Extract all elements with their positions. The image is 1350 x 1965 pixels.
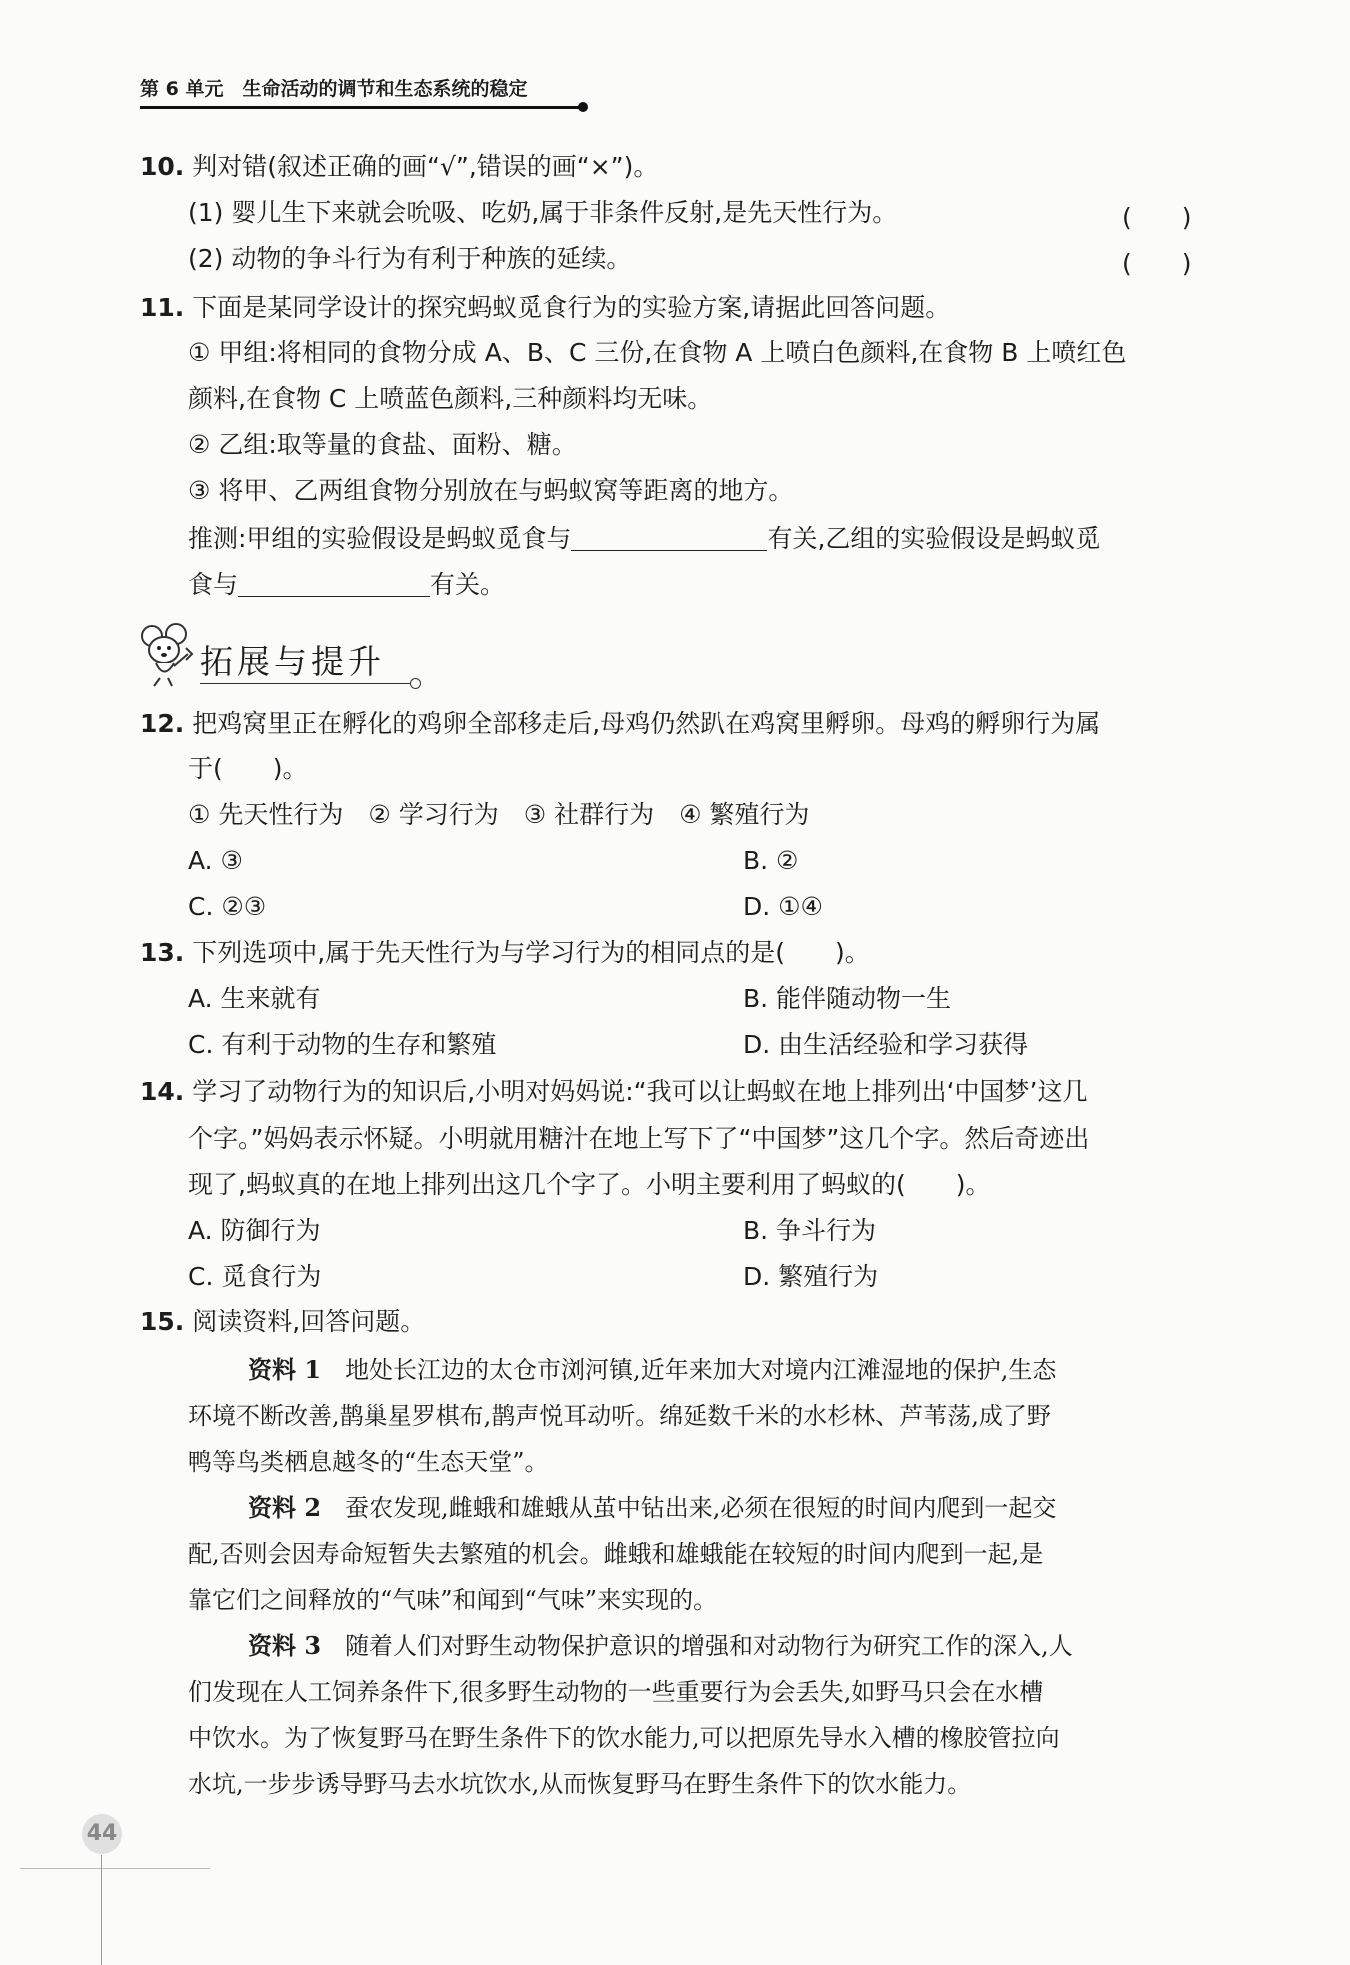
mouse-mascot-icon	[136, 622, 200, 688]
q10-answer-2[interactable]: ( )	[1122, 249, 1192, 278]
q14-stem: 14. 学习了动物行为的知识后,小明对妈妈说:“我可以让蚂蚁在地上排列出‘中国梦’这几	[140, 1077, 1088, 1106]
q10-stem: 10. 判对错(叙述正确的画“√”,错误的画“×”)。	[140, 152, 659, 181]
q10-answer-1[interactable]: ( )	[1122, 203, 1192, 232]
q13-option-c[interactable]: C. 有利于动物的生存和繁殖	[188, 1030, 497, 1059]
material-3-line-3: 中饮水。为了恢复野马在野生条件下的饮水能力,可以把原先导水入槽的橡胶管拉向	[188, 1724, 1060, 1752]
q10-item-1: (1) 婴儿生下来就会吮吸、吃奶,属于非条件反射,是先天性行为。	[188, 198, 898, 227]
q14-option-a[interactable]: A. 防御行为	[188, 1216, 321, 1245]
q11-line-4: ③ 将甲、乙两组食物分别放在与蚂蚁窝等距离的地方。	[188, 476, 794, 505]
material-1-label: 资料 1	[248, 1355, 322, 1384]
header-rule	[140, 106, 582, 109]
header-rule-dot	[578, 102, 588, 112]
q12-option-c[interactable]: C. ②③	[188, 892, 267, 921]
q11-line-1: ① 甲组:将相同的食物分成 A、B、C 三份,在食物 A 上喷白色颜料,在食物 B 上喷红色	[188, 338, 1127, 367]
q13-stem: 13. 下列选项中,属于先天性行为与学习行为的相同点的是( )。	[140, 938, 870, 967]
material-2-label: 资料 2	[248, 1493, 322, 1522]
material-3-line-1: 资料 3 随着人们对野生动物保护意识的增强和对动物行为研究工作的深入,人	[248, 1631, 1073, 1660]
q12-option-b[interactable]: B. ②	[743, 846, 799, 875]
q15-stem: 15. 阅读资料,回答问题。	[140, 1307, 426, 1336]
q13-option-a[interactable]: A. 生来就有	[188, 984, 321, 1013]
material-1-line-2: 环境不断改善,鹊巢星罗棋布,鹊声悦耳动听。绵延数千米的水杉林、芦苇荡,成了野	[188, 1402, 1051, 1430]
section-rule	[200, 683, 410, 684]
q14-option-c[interactable]: C. 觅食行为	[188, 1262, 322, 1291]
q11-line-2: 颜料,在食物 C 上喷蓝色颜料,三种颜料均无味。	[188, 384, 713, 413]
q11-line-5: 推测:甲组的实验假设是蚂蚁觅食与 有关,乙组的实验假设是蚂蚁觅	[188, 524, 1101, 553]
q12-choices: ① 先天性行为 ② 学习行为 ③ 社群行为 ④ 繁殖行为	[188, 800, 810, 829]
q14-line-3: 现了,蚂蚁真的在地上排列出这几个字了。小明主要利用了蚂蚁的( )。	[188, 1170, 991, 1199]
footer-vertical-rule	[101, 1855, 102, 1965]
material-3-label: 资料 3	[248, 1631, 322, 1660]
q14-line-2: 个字。”妈妈表示怀疑。小明就用糖汁在地上写下了“中国梦”这几个字。然后奇迹出	[188, 1124, 1090, 1153]
q12-option-a[interactable]: A. ③	[188, 846, 243, 875]
q12-stem-cont: 于( )。	[188, 754, 308, 783]
q10-item-2: (2) 动物的争斗行为有利于种族的延续。	[188, 244, 632, 273]
material-1-line-3: 鸭等鸟类栖息越冬的“生态天堂”。	[188, 1448, 549, 1476]
q13-option-b[interactable]: B. 能伴随动物一生	[743, 984, 952, 1013]
section-title: 拓展与提升	[200, 642, 385, 681]
q11-line-6: 食与 有关。	[188, 570, 506, 599]
q11-line-3: ② 乙组:取等量的食盐、面粉、糖。	[188, 430, 577, 459]
footer-rule	[20, 1868, 210, 1869]
q11-stem: 11. 下面是某同学设计的探究蚂蚁觅食行为的实验方案,请据此回答问题。	[140, 293, 951, 322]
q11-blank-2[interactable]	[238, 570, 430, 597]
q14-option-d[interactable]: D. 繁殖行为	[743, 1262, 879, 1291]
material-3-line-2: 们发现在人工饲养条件下,很多野生动物的一些重要行为会丢失,如野马只会在水槽	[188, 1678, 1044, 1706]
material-2-line-2: 配,否则会因寿命短暂失去繁殖的机会。雌蛾和雄蛾能在较短的时间内爬到一起,是	[188, 1540, 1044, 1568]
q11-blank-1[interactable]	[571, 524, 767, 551]
material-2-line-1: 资料 2 蚕农发现,雌蛾和雄蛾从茧中钻出来,必须在很短的时间内爬到一起交	[248, 1493, 1057, 1522]
running-header: 第 6 单元 生命活动的调节和生态系统的稳定	[140, 78, 528, 100]
section-rule-end	[410, 678, 421, 689]
q13-option-d[interactable]: D. 由生活经验和学习获得	[743, 1030, 1029, 1059]
material-2-line-3: 靠它们之间释放的“气味”和闻到“气味”来实现的。	[188, 1586, 718, 1614]
q14-option-b[interactable]: B. 争斗行为	[743, 1216, 877, 1245]
material-3-line-4: 水坑,一步步诱导野马去水坑饮水,从而恢复野马在野生条件下的饮水能力。	[188, 1770, 972, 1798]
q12-stem: 12. 把鸡窝里正在孵化的鸡卵全部移走后,母鸡仍然趴在鸡窝里孵卵。母鸡的孵卵行为属	[140, 709, 1101, 738]
q12-option-d[interactable]: D. ①④	[743, 892, 823, 921]
material-1-line-1: 资料 1 地处长江边的太仓市浏河镇,近年来加大对境内江滩湿地的保护,生态	[248, 1355, 1057, 1384]
page-number: 44	[82, 1814, 122, 1854]
